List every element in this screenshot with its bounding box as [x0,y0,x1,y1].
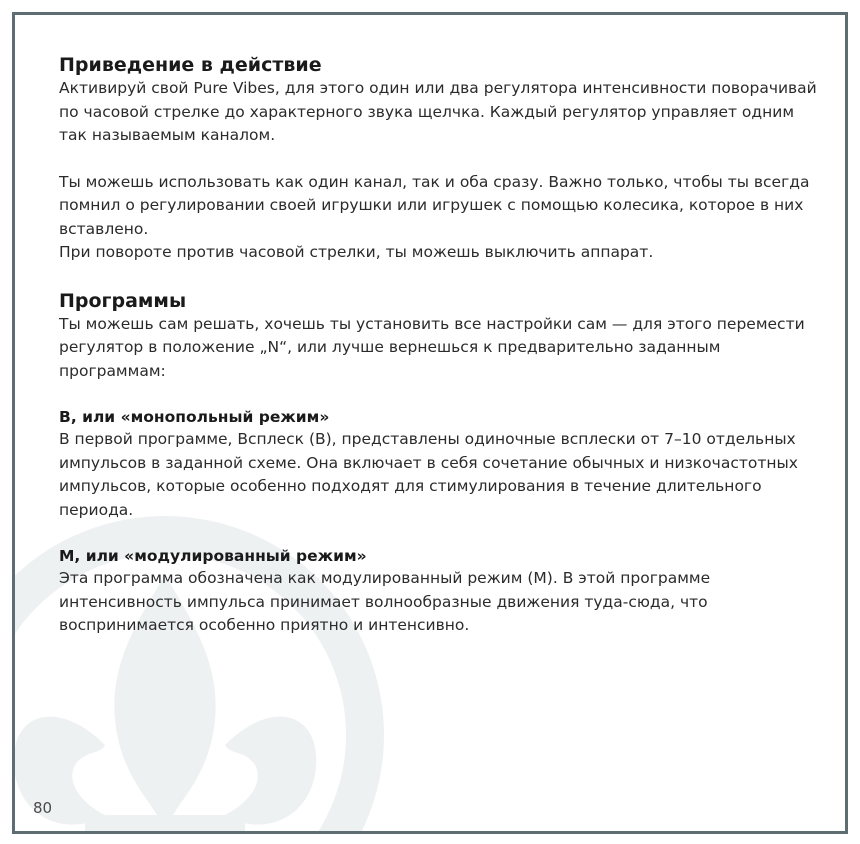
page-number: 80 [33,799,53,817]
section-title-activation: Приведение в действие [59,54,322,76]
program-m-text: Эта программа обозначена как модулированный режим (M). В этой программе интенсивность импульса принимает волнообразные движения туда-сюда, что воспринимается особенно приятно и интенсивно. [59,569,711,634]
activation-paragraph-3: При повороте против часовой стрелки, ты можешь выключить аппарат. [59,243,654,261]
program-b-title: B, или «монопольный режим» [59,408,330,426]
program-b-text: В первой программе, Всплеск (B), представлены одиночные всплески от 7–10 отдельных импульсов в заданной схеме. Она включает в себя сочетание обычных и низкочастотных импульсов, которые особенно подходят для стимулирования в течение длительного периода. [59,430,798,519]
activation-paragraph-2: Ты можешь использовать как один канал, так и оба сразу. Важно только, чтобы ты всегда помнил о регулировании своей игрушки или игрушек с помощью колесика, которое в них вставлено. [59,172,810,238]
program-m-title: M, или «модулированный режим» [59,547,367,565]
page-content [59,53,819,638]
activation-paragraph-1: Активируй свой Pure Vibes, для этого один или два регулятора интенсивности поворачивай по часовой стрелке до характерного звука щелчка. Каждый регулятор управляет одним так называемым каналом. [59,79,817,144]
programs-intro: Ты можешь сам решать, хочешь ты установить все настройки сам — для этого перемести регулятор в положение „N“, или лучше вернешься к предварительно заданным программам: [59,314,805,380]
page-frame [12,12,848,834]
section-title-programs: Программы [59,289,187,312]
